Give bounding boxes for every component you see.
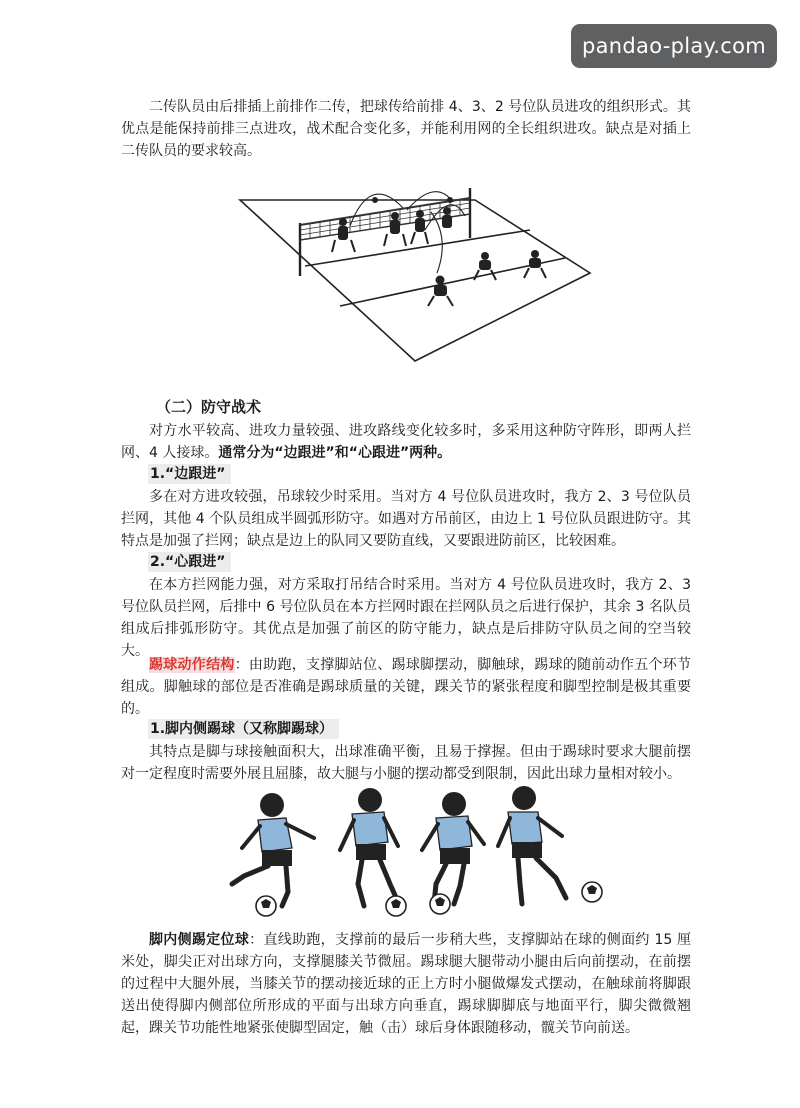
side-follow-paragraph: 多在对方进攻较强，吊球较少时采用。当对方 4 号位队员进攻时，我方 2、3 号位队员拦网，其他 4 个队员组成半圆弧形防守。如遇对方吊前区，由边上 1 号位队员跟进防守。其特点是加强了拦网；缺点是边上的队同又要防直线，又要跟进防前区，比较困难。 (121, 489, 691, 549)
inside-kick-label: 1.脚内侧踢球（又称脚踢球） (148, 719, 339, 739)
side-follow-label: 1.“边跟进” (148, 464, 231, 484)
center-follow-label: 2.“心跟进” (148, 552, 231, 572)
watermark-badge: pandao-play.com (571, 24, 777, 68)
kick-structure-paragraph: 踢球动作结构：由助跑，支撑脚站位、踢球脚摆动，脚触球，踢球的随前动作五个环节组成。脚触球的部位是否准确是踢球质量的关键，踝关节的紧张程度和脚型控制是极其重要的。 (121, 657, 692, 717)
defense-paragraph: 对方水平较高、进攻力量较强、进攻路线变化较多时，多采用这种防守阵形，即两人拦网、4 人接球。通常分为“边跟进”和“心跟进”两种。 (121, 423, 691, 461)
center-follow-paragraph: 在本方拦网能力强，对方采取打吊结合时采用。当对方 4 号位队员进攻时，我方 2、3 号位队员拦网，后排中 6 号位队员在本方拦网时跟在拦网队员之后进行保护，其余 3 名队员组成后排弧形防守。其优点是加强了前区的防守能力，缺点是后排防守队员之间的空当较大。 (121, 577, 691, 659)
kicker-figure-2 (340, 788, 406, 916)
volleyball-court-illustration (235, 178, 595, 368)
intro-paragraph: 二传队员由后排插上前排作二传，把球传给前排 4、3、2 号位队员进攻的组织形式。其优点是能保持前排三点进攻，战术配合变化多，并能利用网的全长组织进攻。缺点是对插上二传队员的要求较高。 (121, 99, 691, 159)
kicker-figure-4 (498, 786, 602, 904)
kicker-figure-1 (232, 793, 314, 916)
fixed-ball-paragraph: 脚内侧踢定位球：直线助跑，支撑前的最后一步稍大些，支撑脚站在球的侧面约 15 厘米处，脚尖正对出球方向，支撑腿膝关节微屈。踢球腿大腿带动小腿由后向前摆动，在前摆的过程中大腿外展，当膝关节的摆动接近球的正上方时小腿做爆发式摆动，在触球前将脚跟送出使得脚内侧部位所形成的平面与出球方向垂直，踢球脚脚底与地面平行，脚尖微微翘起，踝关节功能性地紧张使脚型固定，触（击）球后身体跟随移动，髋关节向前送。 (121, 932, 692, 1036)
kicker-figure-3 (422, 792, 484, 914)
defense-heading: （二）防守战术 (156, 398, 262, 416)
soccer-kick-sequence-illustration (222, 780, 622, 918)
inside-kick-paragraph: 其特点是脚与球接触面积大，出球准确平衡，且易于撑握。但由于踢球时要求大腿前摆对一定程度时需要外展且屈膝，故大腿与小腿的摆动都受到限制，因此出球力量相对较小。 (121, 744, 691, 782)
